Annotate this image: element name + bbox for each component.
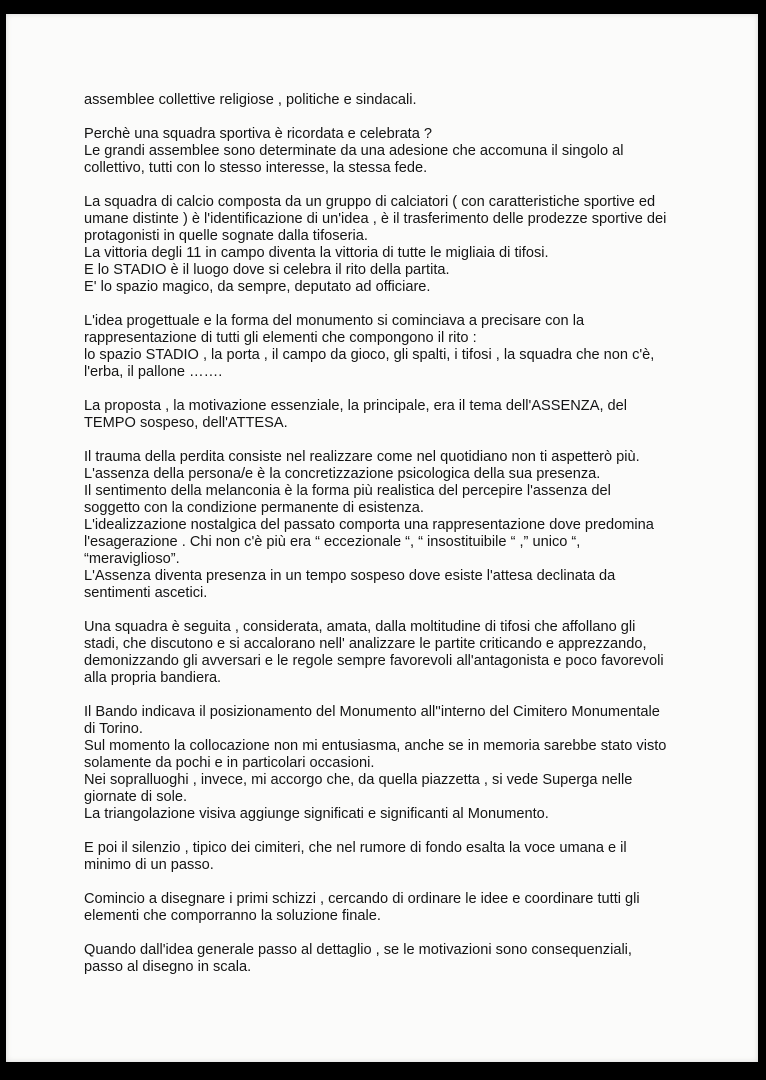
paragraph-9 bbox=[84, 840, 684, 874]
text-line: Il trauma della perdita consiste nel realizzare come nel quotidiano non ti aspetterò più. bbox=[84, 449, 640, 465]
text-line: alla propria bandiera. bbox=[84, 670, 222, 686]
text-line: Sul momento la collocazione non mi entusiasma, anche se in memoria sarebbe stato visto bbox=[84, 738, 667, 754]
text-line: giornate di sole. bbox=[84, 789, 188, 805]
paragraph-8 bbox=[84, 704, 684, 823]
paragraph-3 bbox=[84, 194, 684, 296]
text-line: TEMPO sospeso, dell'ATTESA. bbox=[84, 415, 288, 431]
text-line: passo al disegno in scala. bbox=[84, 959, 252, 975]
text-line: sentimenti ascetici. bbox=[84, 585, 208, 601]
paragraph-5 bbox=[84, 398, 684, 432]
text-line: solamente da pochi e in particolari occasioni. bbox=[84, 755, 375, 771]
text-line: demonizzando gli avversari e le regole sempre favorevoli all'antagonista e poco favorevoli bbox=[84, 653, 664, 669]
text-line: L'idealizzazione nostalgica del passato comporta una rappresentazione dove predomina bbox=[84, 517, 654, 533]
text-line: l'erba, il pallone ……. bbox=[84, 364, 223, 380]
text-line: L'Assenza diventa presenza in un tempo sospeso dove esiste l'attesa declinata da bbox=[84, 568, 616, 584]
text-line: La squadra di calcio composta da un gruppo di calciatori ( con caratteristiche sportive ed bbox=[84, 194, 656, 210]
text-line: collettivo, tutti con lo stesso interesse, la stessa fede. bbox=[84, 160, 428, 176]
text-line: Comincio a disegnare i primi schizzi , cercando di ordinare le idee e coordinare tutti gli bbox=[84, 891, 640, 907]
text-line: elementi che comporranno la soluzione finale. bbox=[84, 908, 381, 924]
text-line: La triangolazione visiva aggiunge significati e significanti al Monumento. bbox=[84, 806, 549, 822]
text-line: umane distinte ) è l'identificazione di un'idea , è il trasferimento delle prodezze sportive dei bbox=[84, 211, 667, 227]
document-body bbox=[84, 92, 684, 993]
text-line: soggetto con la condizione permanente di esistenza. bbox=[84, 500, 424, 516]
text-line: E' lo spazio magico, da sempre, deputato ad officiare. bbox=[84, 279, 431, 295]
paragraph-1 bbox=[84, 92, 684, 109]
text-line: E poi il silenzio , tipico dei cimiteri, che nel rumore di fondo esalta la voce umana e il bbox=[84, 840, 627, 856]
text-line: assemblee collettive religiose , politiche e sindacali. bbox=[84, 92, 417, 108]
text-line: E lo STADIO è il luogo dove si celebra il rito della partita. bbox=[84, 262, 450, 278]
text-line: stadi, che discutono e si accalorano nell' analizzare le partite criticando e apprezzando, bbox=[84, 636, 647, 652]
text-line: Il Bando indicava il posizionamento del Monumento all''interno del Cimitero Monumentale bbox=[84, 704, 660, 720]
text-line: Perchè una squadra sportiva è ricordata e celebrata ? bbox=[84, 126, 433, 142]
text-line: Quando dall'idea generale passo al dettaglio , se le motivazioni sono consequenziali, bbox=[84, 942, 632, 958]
paragraph-10 bbox=[84, 891, 684, 925]
text-line: l'esagerazione . Chi non c'è più era “ eccezionale “, “ insostituibile “ ,” unico “, bbox=[84, 534, 581, 550]
text-line: Nei sopralluoghi , invece, mi accorgo che, da quella piazzetta , si vede Superga nelle bbox=[84, 772, 633, 788]
text-line: Una squadra è seguita , considerata, amata, dalla moltitudine di tifosi che affollano gli bbox=[84, 619, 636, 635]
paragraph-6 bbox=[84, 449, 684, 602]
paragraph-11 bbox=[84, 942, 684, 976]
paragraph-7 bbox=[84, 619, 684, 687]
text-line: rappresentazione di tutti gli elementi che compongono il rito : bbox=[84, 330, 477, 346]
text-line: Le grandi assemblee sono determinate da una adesione che accomuna il singolo al bbox=[84, 143, 624, 159]
text-line: La proposta , la motivazione essenziale, la principale, era il tema dell'ASSENZA, del bbox=[84, 398, 628, 414]
text-line: di Torino. bbox=[84, 721, 143, 737]
text-line: lo spazio STADIO , la porta , il campo da gioco, gli spalti, i tifosi , la squadra che non c'è, bbox=[84, 347, 655, 363]
document-page bbox=[6, 14, 758, 1062]
text-line: L'idea progettuale e la forma del monumento si cominciava a precisare con la bbox=[84, 313, 585, 329]
text-line: L'assenza della persona/e è la concretizzazione psicologica della sua presenza. bbox=[84, 466, 601, 482]
text-line: “meraviglioso”. bbox=[84, 551, 180, 567]
text-line: Il sentimento della melanconia è la forma più realistica del percepire l'assenza del bbox=[84, 483, 611, 499]
text-line: La vittoria degli 11 in campo diventa la vittoria di tutte le migliaia di tifosi. bbox=[84, 245, 549, 261]
text-line: protagonisti in quelle sognate dalla tifoseria. bbox=[84, 228, 368, 244]
paragraph-2 bbox=[84, 126, 684, 177]
text-line: minimo di un passo. bbox=[84, 857, 214, 873]
paragraph-4 bbox=[84, 313, 684, 381]
